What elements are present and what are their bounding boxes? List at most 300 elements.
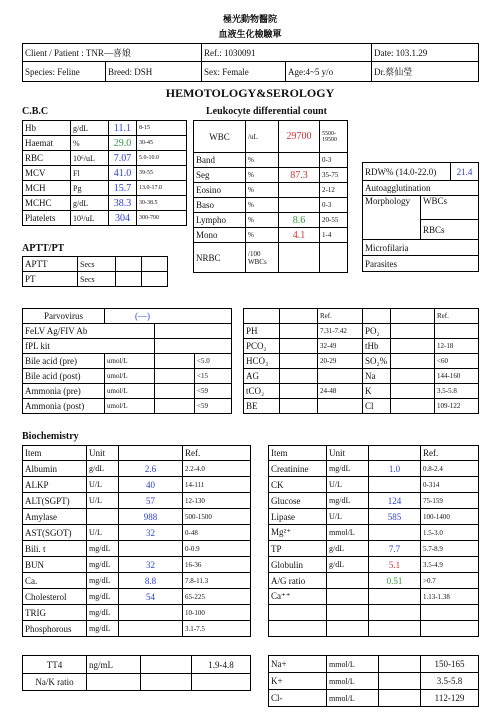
leuko-row [194,183,348,198]
biochem-test-name: Cholesterol [23,589,87,605]
biochem-row [23,589,251,605]
leuko-unit: % [246,183,279,198]
biochem-ref: 16-36 [183,557,251,573]
aptt-row [23,257,168,272]
biochem-row [269,461,479,477]
cbc-row [23,121,187,136]
tt4-table [22,655,251,691]
biochem-row [269,493,479,509]
biochem-ref: 0-48 [183,525,251,541]
biochem-row [23,541,251,557]
serology-test-name: Bile acid (post) [23,369,105,384]
leuko-ref: 0-3 [320,153,348,168]
biochem-unit: U/L [327,509,369,525]
biochem-test-name: ALKP [23,477,87,493]
biochem-test-name: Lipase [269,509,327,525]
biochem-row [23,477,251,493]
electrolyte-table [268,655,479,707]
biochem-value: 57 [119,493,183,509]
biochem-unit: U/L [87,525,119,541]
biochem-right-table [268,445,479,637]
aptt-table [22,256,168,287]
serology-ref: <15 [195,369,232,384]
electrolyte-name: Na+ [269,656,327,673]
wbc-ref: 5500- 19500 [320,121,348,153]
biochem-unit: g/dL [327,557,369,573]
wbc-unit: /uL [246,121,279,153]
cbc-test-name: MCV [23,166,71,181]
biochem-value: 2.6 [119,461,183,477]
bloodgas-param: tCO₂ [244,384,280,399]
cbc-row [23,181,187,196]
tt4-ref: 1.9-4.8 [192,656,251,674]
biochem-value: 0.51 [369,573,421,589]
cbc-ref: 13.0-17.0 [137,181,187,196]
biochem-test-name: ALT(SGPT) [23,493,87,509]
cbc-test-name: Platelets [23,211,71,226]
aptt-ref [142,257,168,272]
cbc-value: 7.07 [109,151,137,166]
autoagglutination: Autoagglutination [363,181,479,196]
aptt-test-name: PT [23,272,78,287]
aptt-title: APTT/PT [22,243,65,254]
report-date: Date: 103.1.29 [372,44,479,62]
biochem-ref: 100-1400 [421,509,479,525]
ref-number: Ref.: 1030091 [202,44,372,62]
biochem-value [369,525,421,541]
cbc-unit: Pg [71,181,109,196]
biochem-value: 5.1 [369,557,421,573]
aptt-ref [142,272,168,287]
leuko-cell-name: Band [194,153,246,168]
biochem-test-name [269,605,327,621]
bloodgas-value-right [391,354,435,369]
biochem-unit: mg/dL [327,461,369,477]
patient-info-table [22,43,479,82]
sex: Sex: Female [202,62,286,82]
bloodgas-value [280,384,318,399]
biochem-title: Biochemistry [22,431,79,442]
bloodgas-row [244,384,479,399]
biochem-ref: 0-0.9 [183,541,251,557]
biochem-ref: >0.7 [421,573,479,589]
bloodgas-param-right: tHb [363,339,391,354]
leuko-cell-name: Eosino [194,183,246,198]
cbc-ref: 30-38.5 [137,196,187,211]
biochem-test-name: TRIG [23,605,87,621]
leuko-cell-name: Lympho [194,213,246,228]
leuko-cell-name: Baso [194,198,246,213]
biochem-ref: 3.5-4.9 [421,557,479,573]
bloodgas-ref [318,399,363,414]
biochem-value [369,477,421,493]
biochem-row [269,509,479,525]
leuko-value [279,183,320,198]
leuko-cell-name: Seg [194,168,246,183]
biochem-unit: g/dL [327,541,369,557]
biochem-unit: U/L [87,493,119,509]
bloodgas-ref-right: 144-160 [435,369,479,384]
biochem-unit: mg/dL [87,573,119,589]
electrolyte-unit: mmol/L [327,673,379,690]
cbc-unit: Fl [71,166,109,181]
cbc-value: 41.0 [109,166,137,181]
biochem-value: 988 [119,509,183,525]
serology-test-name: Ammonia (pre) [23,384,105,399]
serology-row [23,369,232,384]
biochem-item-header: Item [23,446,87,461]
biochem-row [269,525,479,541]
serology-test-name: Bile acid (pre) [23,354,105,369]
bloodgas-ref: 20-29 [318,354,363,369]
biochem-test-name: Mg²⁺ [269,525,327,541]
bloodgas-value-right [391,384,435,399]
biochem-row [23,621,251,637]
bloodgas-param: HCO₃ [244,354,280,369]
bloodgas-ref-right: <60 [435,354,479,369]
biochem-test-name: Ca. [23,573,87,589]
biochem-ref [421,605,479,621]
biochem-ref: 0-314 [421,477,479,493]
parasites: Parasites [363,256,479,272]
bloodgas-row [244,369,479,384]
bloodgas-row [244,399,479,414]
biochem-unit: mg/dL [87,621,119,637]
cbc-value: 11.1 [109,121,137,136]
electrolyte-unit: mmol/L [327,656,379,673]
biochem-value: 8.8 [119,573,183,589]
bloodgas-value [280,369,318,384]
bloodgas-param: BE [244,399,280,414]
biochem-ref: 5.7-8.9 [421,541,479,557]
biochem-value: 54 [119,589,183,605]
bloodgas-ref-right: 109-122 [435,399,479,414]
biochem-ref: 500-1500 [183,509,251,525]
electrolyte-value [379,673,421,690]
biochem-unit: U/L [87,477,119,493]
report-title: 血液生化檢驗單 [218,29,282,39]
parvo-value: (—) [105,309,232,324]
bloodgas-param-right: Na [363,369,391,384]
biochem-ref: 3.1-7.5 [183,621,251,637]
biochem-ref: 12-130 [183,493,251,509]
biochem-ref: 0.8-2.4 [421,461,479,477]
bloodgas-value-right [391,399,435,414]
leuko-unit: % [246,168,279,183]
bloodgas-row [244,324,479,339]
biochem-test-name: Glucose [269,493,327,509]
bloodgas-value [280,324,318,339]
cbc-ref: 300-700 [137,211,187,226]
biochem-ref-header: Ref. [183,446,251,461]
biochem-ref [421,621,479,637]
biochem-ref: 2.2-4.0 [183,461,251,477]
biochem-value: 585 [369,509,421,525]
nrbc-label: NRBC [194,243,246,273]
nak-ratio-label: Na/K ratio [23,674,87,691]
cbc-value: 304 [109,211,137,226]
serology-unit: umol/L [105,369,155,384]
leuko-unit: % [246,228,279,243]
hospital-name: 極光動物醫院 [222,14,277,24]
serology-value [155,399,195,414]
serology-value [155,369,195,384]
bloodgas-ref-right [435,324,479,339]
biochem-value [119,621,183,637]
biochem-ref: 1.5-3.0 [421,525,479,541]
bloodgas-row [244,339,479,354]
aptt-unit: Secs [78,257,116,272]
cbc-test-name: MCHC [23,196,71,211]
biochem-unit-header-right: Unit [327,446,369,461]
breed: Breed: DSH [106,62,202,82]
serology-value [155,354,195,369]
cbc-row [23,151,187,166]
aptt-test-name: APTT [23,257,78,272]
aptt-value [116,272,142,287]
biochem-unit-header: Unit [87,446,119,461]
leuko-ref: 1-4 [320,228,348,243]
electrolyte-name: Cl- [269,690,327,707]
leuko-unit: % [246,153,279,168]
bloodgas-value-right [391,324,435,339]
biochem-unit: mg/dL [87,541,119,557]
leuko-value: 8.6 [279,213,320,228]
bloodgas-ref-header-right: Ref. [435,309,479,324]
electrolyte-unit: mmol/L [327,690,379,707]
biochem-test-name: Creatinine [269,461,327,477]
cbc-row [23,136,187,151]
biochem-unit: g/dL [87,461,119,477]
serology-row [23,354,232,369]
microfilaria: Microfilaria [363,240,479,256]
morphology-wbcs: WBCs [421,196,479,220]
nrbc-unit: /100 WBCs [246,243,279,273]
biochem-row [23,461,251,477]
serology-row [23,399,232,414]
biochem-test-name: Ca⁺⁺ [269,589,327,605]
biochem-value [119,541,183,557]
biochem-ref: 10-100 [183,605,251,621]
biochem-test-name: AST(SGOT) [23,525,87,541]
biochem-row [269,573,479,589]
biochem-unit [327,621,369,637]
bloodgas-row [244,354,479,369]
bloodgas-ref: 24-48 [318,384,363,399]
biochem-test-name: Bili. t [23,541,87,557]
bloodgas-param-right: Cl [363,399,391,414]
biochem-test-name: TP [269,541,327,557]
biochem-value: 124 [369,493,421,509]
rdw-table [362,162,479,272]
electrolyte-ref: 150-165 [421,656,479,673]
cbc-test-name: MCH [23,181,71,196]
bloodgas-value [280,354,318,369]
biochem-row [269,557,479,573]
electrolyte-value [379,690,421,707]
bloodgas-value [280,339,318,354]
electrolyte-ref: 112-129 [421,690,479,707]
felv-fiv: FeLV Ag/FIV Ab [23,324,155,339]
serology-test-name: Ammonia (post) [23,399,105,414]
leuko-cell-name: Mono [194,228,246,243]
aptt-value [116,257,142,272]
biochem-value: 1.0 [369,461,421,477]
cbc-unit: g/dL [71,196,109,211]
leuko-ref: 0-3 [320,198,348,213]
leuko-row [194,153,348,168]
rdw-value: 21.4 [451,163,479,181]
biochem-unit [327,573,369,589]
serology-unit: umol/L [105,399,155,414]
leuko-row [194,198,348,213]
parvo-label: Parvovirus [23,309,105,324]
electrolyte-row [269,673,479,690]
aptt-row [23,272,168,287]
cbc-value: 29.0 [109,136,137,151]
biochem-unit: mg/dL [87,557,119,573]
serology-ref: <59 [195,399,232,414]
biochem-row [269,621,479,637]
biochem-left-table [22,445,251,637]
biochem-row [23,557,251,573]
biochem-ref: 65-225 [183,589,251,605]
serology-unit: umol/L [105,354,155,369]
bloodgas-table [243,308,479,414]
leuko-ref: 2-12 [320,183,348,198]
serology-table [22,308,232,414]
biochem-value [369,589,421,605]
biochem-value: 40 [119,477,183,493]
bloodgas-ref-right: 3.5-5.8 [435,384,479,399]
biochem-unit: mg/dL [327,493,369,509]
tt4-label: TT4 [23,656,87,674]
biochem-ref: 7.8-11.3 [183,573,251,589]
biochem-unit: mmol/L [327,525,369,541]
biochem-unit [87,509,119,525]
cbc-ref: 8-15 [137,121,187,136]
biochem-unit: mg/dL [87,589,119,605]
biochem-test-name: Amylase [23,509,87,525]
biochem-test-name: Albumin [23,461,87,477]
species: Species: Feline [23,62,106,82]
leuko-value [279,198,320,213]
serology-unit: umol/L [105,384,155,399]
cbc-row [23,196,187,211]
bloodgas-value-right [391,369,435,384]
biochem-test-name: BUN [23,557,87,573]
serology-ref: <59 [195,384,232,399]
bloodgas-ref-right: 12-18 [435,339,479,354]
bloodgas-param-right: SO₂% [363,354,391,369]
electrolyte-value [379,656,421,673]
bloodgas-ref [318,369,363,384]
bloodgas-param-right: PO₂ [363,324,391,339]
leuko-ref: 35-75 [320,168,348,183]
biochem-row [23,525,251,541]
biochem-test-name: Globulin [269,557,327,573]
bloodgas-param: PCO₂ [244,339,280,354]
wbc-label: WBC [194,121,246,153]
biochem-ref: 14-111 [183,477,251,493]
client-patient: Client / Patient : TNR—喜娘 [23,44,202,62]
electrolyte-ref: 3.5-5.8 [421,673,479,690]
cbc-test-name: Hb [23,121,71,136]
cbc-title: C.B.C [22,106,49,117]
serology-value [155,384,195,399]
biochem-unit [327,605,369,621]
morphology: Morphology [363,196,421,240]
tt4-unit: ng/mL [87,656,141,674]
bloodgas-ref-header: Ref. [318,309,363,324]
biochem-value: 7.7 [369,541,421,557]
cbc-unit: % [71,136,109,151]
biochem-row [269,541,479,557]
biochem-item-header-right: Item [269,446,327,461]
leuko-unit: % [246,198,279,213]
morphology-rbcs: RBCs [421,220,479,240]
leuko-table [193,120,348,273]
biochem-row [23,493,251,509]
cbc-row [23,211,187,226]
bloodgas-param: PH [244,324,280,339]
biochem-test-name: Phosphorous [23,621,87,637]
cbc-ref: 5.0-10.0 [137,151,187,166]
serology-ref: <5.0 [195,354,232,369]
cbc-ref: 39-55 [137,166,187,181]
biochem-value: 32 [119,525,183,541]
bloodgas-value-right [391,339,435,354]
leuko-row [194,213,348,228]
leuko-row [194,228,348,243]
leuko-value: 87.3 [279,168,320,183]
fpl-kit: fPL kit [23,339,155,354]
aptt-unit: Secs [78,272,116,287]
cbc-value: 38.3 [109,196,137,211]
cbc-test-name: Haemat [23,136,71,151]
age: Age:4~5 y/o [286,62,372,82]
cbc-unit: 10⁶/uL [71,151,109,166]
bloodgas-value [280,399,318,414]
serology-row [23,384,232,399]
biochem-ref: 75-159 [421,493,479,509]
cbc-unit: 10³/uL [71,211,109,226]
leuko-ref: 20-55 [320,213,348,228]
biochem-test-name: CK [269,477,327,493]
biochem-value [119,605,183,621]
biochem-ref-header-right: Ref. [421,446,479,461]
electrolyte-row [269,690,479,707]
leuko-unit: % [246,213,279,228]
biochem-unit: mg/dL [87,605,119,621]
biochem-row [23,605,251,621]
leuko-value [279,153,320,168]
biochem-row [23,573,251,589]
biochem-value: 32 [119,557,183,573]
main-title: HEMOTOLOGY&SEROLOGY [165,86,335,100]
wbc-value: 29700 [279,121,320,153]
leuko-row [194,168,348,183]
biochem-ref: 1.13-1.38 [421,589,479,605]
biochem-row [23,509,251,525]
biochem-unit: U/L [327,477,369,493]
cbc-row [23,166,187,181]
bloodgas-param-right: K [363,384,391,399]
leuko-value: 4.1 [279,228,320,243]
cbc-unit: g/dL [71,121,109,136]
cbc-table [22,120,187,226]
biochem-row [269,589,479,605]
